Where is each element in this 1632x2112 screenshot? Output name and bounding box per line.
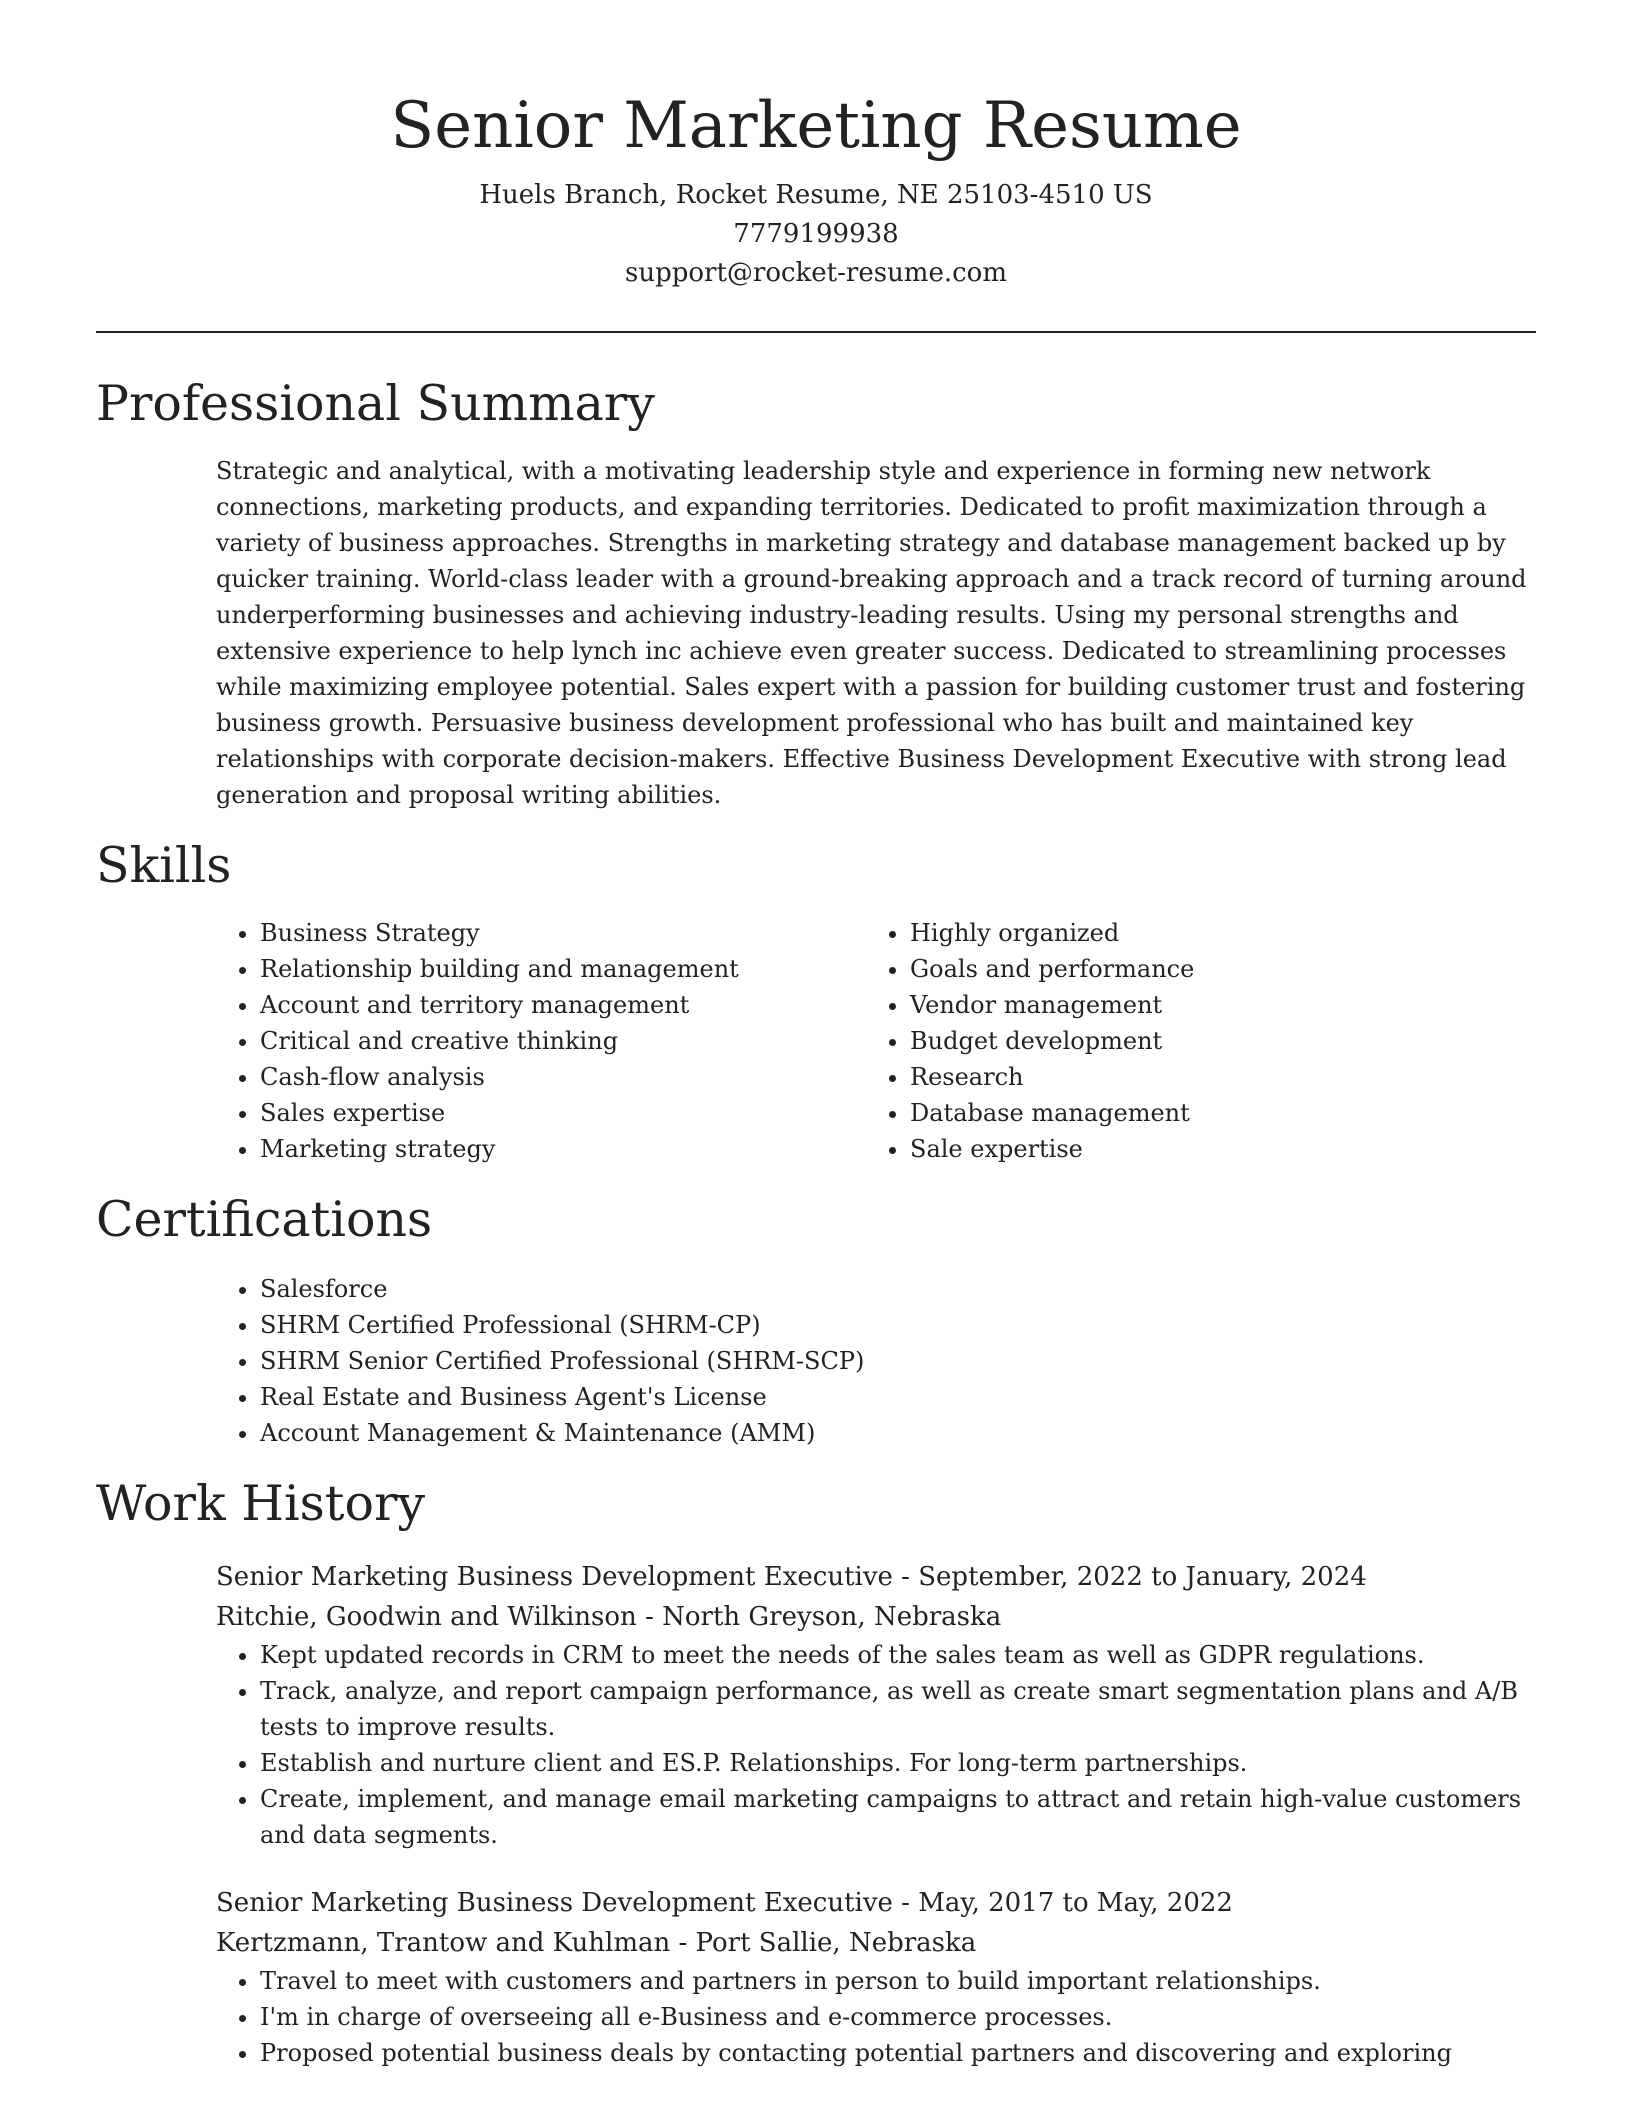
skill-item: • Account and territory management (260, 987, 866, 1023)
resume-page (96, 0, 1536, 2071)
job-title-line (216, 1883, 1536, 1923)
job-bullet: • Travel to meet with customers and partners in person to build important relationships. (260, 1963, 1536, 1999)
skill-item: • Database management (910, 1095, 1516, 1131)
job-company-line (216, 1597, 1536, 1637)
resume-header (96, 0, 1536, 293)
contact-block (96, 176, 1536, 293)
job-location: Port Sallie, Nebraska (695, 1928, 977, 1958)
job-separator: - (901, 1562, 919, 1592)
job-entry (216, 1557, 1536, 1853)
job-company: Kertzmann, Trantow and Kuhlman (216, 1928, 671, 1958)
contact-email: support@rocket-resume.com (624, 258, 1007, 288)
job-location: North Greyson, Nebraska (662, 1602, 1002, 1632)
certification-item: • Real Estate and Business Agent's License (260, 1379, 1536, 1415)
skill-item: • Goals and performance (910, 951, 1516, 987)
skill-item: • Relationship building and management (260, 951, 866, 987)
skill-item: • Highly organized (910, 915, 1516, 951)
job-bullet: • Establish and nurture client and ES.P. Relationships. For long-term partnerships. (260, 1745, 1536, 1781)
skill-item: • Business Strategy (260, 915, 866, 951)
job-role: Senior Marketing Business Development Executive (216, 1888, 893, 1918)
job-separator: - (901, 1888, 919, 1918)
certification-item: • Account Management & Maintenance (AMM) (260, 1415, 1536, 1451)
job-dates: September, 2022 to January, 2024 (918, 1562, 1367, 1592)
job-title-line (216, 1557, 1536, 1597)
work-history-heading: Work History (96, 1475, 426, 1532)
skill-item: • Sales expertise (260, 1095, 866, 1131)
skill-item: • Critical and creative thinking (260, 1023, 866, 1059)
job-bullets (216, 1963, 1536, 2071)
skill-item: • Cash-flow analysis (260, 1059, 866, 1095)
certification-item: • Salesforce (260, 1271, 1536, 1307)
certification-item: • SHRM Certified Professional (SHRM-CP) (260, 1307, 1536, 1343)
contact-address: Huels Branch, Rocket Resume, NE 25103-4510 US (479, 180, 1153, 210)
certifications-list (216, 1271, 1536, 1451)
job-company-line (216, 1923, 1536, 1963)
job-dates: May, 2017 to May, 2022 (918, 1888, 1233, 1918)
header-divider (96, 331, 1536, 333)
job-bullet: • Create, implement, and manage email marketing campaigns to attract and retain high-value customers and data segments. (260, 1781, 1536, 1853)
skill-item: • Vendor management (910, 987, 1516, 1023)
summary-heading: Professional Summary (96, 375, 655, 432)
skills-grid (216, 915, 1536, 1167)
certifications-heading: Certifications (96, 1191, 433, 1248)
job-bullet: • Proposed potential business deals by contacting potential partners and discovering and exploring (260, 2035, 1536, 2071)
skill-item: • Sale expertise (910, 1131, 1516, 1167)
skill-item: • Marketing strategy (260, 1131, 866, 1167)
job-entry (216, 1883, 1536, 2071)
certification-item: • SHRM Senior Certified Professional (SHRM-SCP) (260, 1343, 1536, 1379)
skills-column-right (866, 915, 1516, 1167)
summary-text: Strategic and analytical, with a motivating leadership style and experience in forming new network connections, marketing products, and expanding territories. Dedicated to profit maximization through a variety of business approaches. Strengths in marketing strategy and database management backed up by quicker training. World-class leader with a ground-breaking approach and a track record of turning around underperforming businesses and achieving industry-leading results. Using my personal strengths and extensive experience to help lynch inc achieve even greater success. Dedicated to streamlining processes while maximizing employee potential. Sales expert with a passion for building customer trust and fostering business growth. Persuasive business development professional who has built and maintained key relationships with corporate decision-makers. Effective Business Development Executive with strong lead generation and proposal writing abilities. (216, 457, 1527, 809)
skill-item: • Research (910, 1059, 1516, 1095)
job-separator: - (678, 1928, 696, 1958)
job-bullet: • Track, analyze, and report campaign performance, as well as create smart segmentation plans and A/B tests to improve results. (260, 1673, 1536, 1745)
job-company: Ritchie, Goodwin and Wilkinson (216, 1602, 637, 1632)
contact-phone: 7779199938 (733, 219, 899, 249)
job-bullet: • Kept updated records in CRM to meet the needs of the sales team as well as GDPR regulations. (260, 1637, 1536, 1673)
job-bullet: • I'm in charge of overseeing all e-Business and e-commerce processes. (260, 1999, 1536, 2035)
job-role: Senior Marketing Business Development Executive (216, 1562, 893, 1592)
skills-heading: Skills (96, 837, 232, 894)
job-bullets (216, 1637, 1536, 1853)
skill-item: • Budget development (910, 1023, 1516, 1059)
skills-column-left (216, 915, 866, 1167)
job-separator: - (645, 1602, 663, 1632)
resume-title: Senior Marketing Resume (390, 89, 1242, 163)
